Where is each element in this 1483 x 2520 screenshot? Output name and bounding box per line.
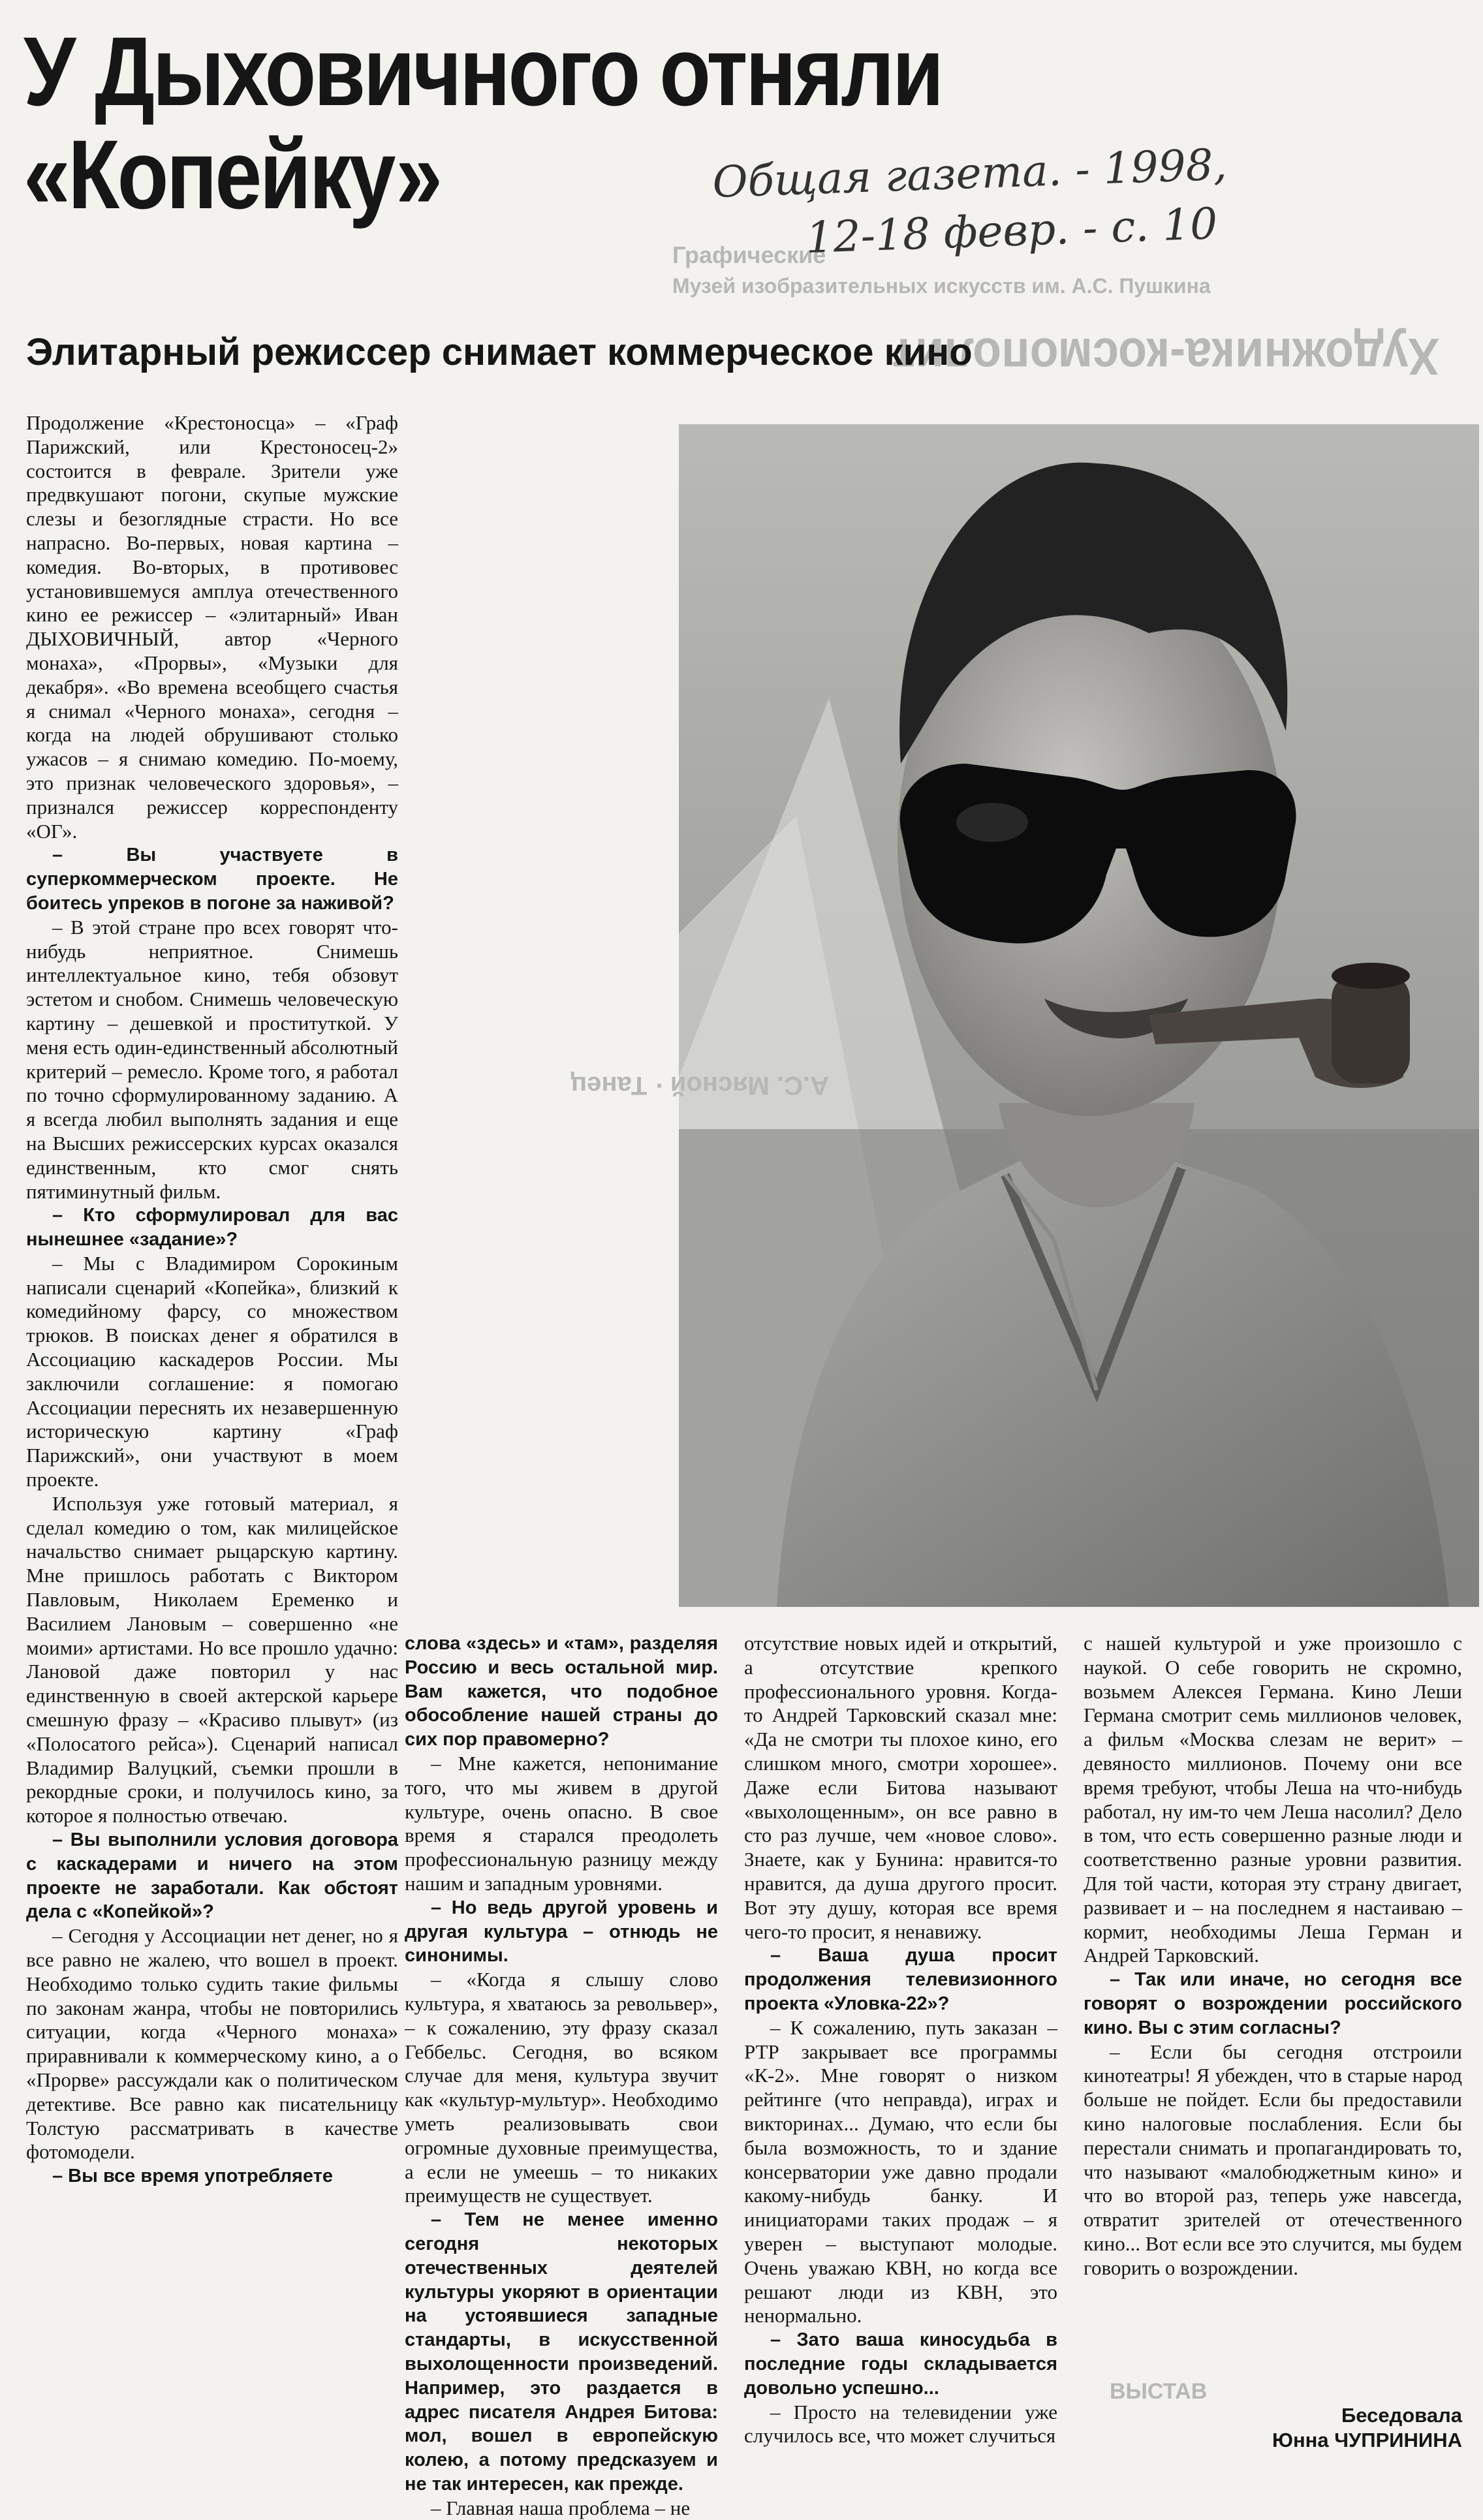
col1-question: – Вы участвуете в суперкоммерческом проекте. Не боитесь упреков в погоне за наживой? xyxy=(26,845,398,914)
headline-line-1: У Дыховичного отняли xyxy=(23,16,942,126)
headline xyxy=(23,16,942,229)
col2-para: – «Когда я слышу слово культура, я хватаюсь за револьвер», – к сожалению, эту фразу сказал Геббельс. Сегодня, во всяком случае для меня, культура звучит как «культур-мультур». Необходимо уметь реализовывать свои огромные духовные преимущества, а если не умеешь – то никаких преимуществ не существует. xyxy=(405,1968,718,2207)
headline-line-2: «Копейку» xyxy=(23,119,441,229)
byline xyxy=(1227,2403,1462,2453)
bleed-mid-fragment: А.С. Мясной · Танец xyxy=(570,1071,829,1100)
portrait-illustration xyxy=(679,424,1479,1607)
col1-para: – Мы с Владимиром Сорокиным написали сценарий «Копейка», близкий к комедийному фарсу, со множеством трюков. В поисках денег я обратился в Ассоциацию каскадеров России. Мы заключили соглашение: я помогаю Ассоциации переснять их незавершенную историческую картину «Граф Парижский», они участвуют в моем проекте. xyxy=(26,1251,398,1491)
col1-para: Продолжение «Крестоносца» – «Граф Парижский, или Крестоносец-2» состоится в феврале. Зрители уже предвкушают погони, скупые мужские слезы и безоглядные страсти. Но все напрасно. Во-первых, новая картина – комедия. Во-вторых, в противовес установившемуся амплуа отечественного кино ее режиссер – «элитарный» Иван ДЫХОВИЧНЫЙ, автор «Черного монаха», «Прорвы», «Музыки для декабря». «Во времена всеобщего счастья я снимал «Черного монаха», сегодня – когда на людей обрушивают столько ужасов – я снимаю комедию. По-моему, это признак человеческого здоровья», – признался режиссер корреспонденту «ОГ». xyxy=(26,411,398,843)
col1-question: – Вы все время употребляете xyxy=(52,2166,334,2187)
subheadline: Элитарный режиссер снимает коммерческое кино xyxy=(26,331,973,373)
bleed-bottom-fragment: ВЫСТАВ xyxy=(1110,2379,1208,2404)
bleed-fragment-1: Графические xyxy=(672,241,826,268)
bleed-fragment-2: Музей изобразительных искусств им. А.С. Пушкина xyxy=(672,274,1211,298)
col1-question: – Вы выполнили условия договора с каскадерами и ничего на этом проекте не заработали. Как обстоят дела с «Копейкой»? xyxy=(26,1829,398,1923)
col4-para: – Если бы сегодня отстроили кинотеатры! Я убежден, что в старые народ больше не пойдет. Если бы предоставили кино налоговые послабления. Если бы перестали снимать и пропагандировать то, что называют «малобюджетным кино» и что во второй раз, теперь уже навсегда, отвратит зрителей от отечественного кино... Вот если все это случится, мы будем говорить о возрождении. xyxy=(1084,2040,1462,2279)
col2-question: – Но ведь другой уровень и другая культура – отнюдь не синонимы. xyxy=(405,1897,718,1967)
col3-para: отсутствие новых идей и открытий, а отсутствие крепкого профессионального уровня. Когда-то Андрей Тарковский сказал мне: «Да не смотри ты плохое кино, его слишком много, смотри хорошее». Даже если Битова называют «выхолощенным», он все равно в сто раз лучше, чем «новое слово». Знаете, как у Бунина: нравится-то нравится, да душа другого просит. Вот эту душу, которая все время чего-то просит, я ненавижу. xyxy=(744,1632,1057,1943)
col1-question: – Кто сформулировал для вас нынешнее «задание»? xyxy=(26,1205,398,1251)
col2-question: – Тем не менее именно сегодня некоторых отечественных деятелей культуры укоряют в ориентации на устоявшиеся западные стандарты, в искусственной выхолощенности произведений. Например, это раздается в адрес писателя Андрея Битова: мол, вошел в европейскую колею, а потому предсказуем и не так интересен, как прежде. xyxy=(405,2209,718,2495)
portrait-photo xyxy=(679,424,1479,1607)
handwritten-note-line-2: 12-18 февр. - с. 10 xyxy=(805,198,1219,264)
col2-para: – Мне кажется, непонимание того, что мы живем в другой культуре, очень опасно. В свое время я старался преодолеть профессиональную разницу между нашим и западным уровнями. xyxy=(405,1751,718,1895)
article-column-1 xyxy=(26,411,398,2408)
col3-para: – К сожалению, путь заказан – РТР закрывает все программы «К-2». Мне говорят о низком рейтинге (что неправда), играх и викторинах... Думаю, что если бы была возможность, то и здание консерватории уже давно продали какому-нибудь банку. И инициаторами таких продаж – я уверен – выступают молодые. Очень уважаю КВН, но когда все решают люди из КВН, это ненормально. xyxy=(744,2015,1057,2327)
col2-question: слова «здесь» и «там», разделяя Россию и весь остальной мир. Вам кажется, что подобное обособление нашей страны до сих пор правомерно? xyxy=(405,1633,718,1750)
byline-author: Юнна ЧУПРИНИНА xyxy=(1272,2429,1462,2451)
col1-para: – Сегодня у Ассоциации нет денег, но я все равно не жалею, что вошел в проект. Необходимо только судить такие фильмы по законам жанра, чтобы не повторились ситуации, когда «Черного монаха» приравнивали к коммерческому кино, а о «Прорве» рассуждали как о политическом детективе. Все равно как писательницу Толстую рассматривать в качестве фотомодели. xyxy=(26,1924,398,2164)
col1-para: – В этой стране про всех говорят что-нибудь неприятное. Снимешь интеллектуальное кино, тебя обзовут эстетом и снобом. Снимешь человеческую картину – дешевкой и проституткой. У меня есть один-единственный абсолютный критерий – ремесло. Кроме того, я работал по точно сформулированному заданию. А я всегда любил выполнять задания и еще на Высших режиссерских курсах оказался единственным, кто смог снять пятиминутный фильм. xyxy=(26,915,398,1203)
col1-para: Используя уже готовый материал, я сделал комедию о том, как милицейское начальство снимает рыцарскую картину. Мне пришлось работать с Виктором Павловым, Николаем Еременко и Василием Лановым – совершенно «не моими» артистами. Но все прошло удачно: Лановой даже повторил у нас единственную в своей актерской карьере смешную фразу – «Красиво плывут» (из «Полосатого рейса»). Сценарий написал Владимир Валуцкий, съемки прошли в рекордные сроки, и получилось кино, за которое я полностью отвечаю. xyxy=(26,1491,398,1828)
col3-question: – Ваша душа просит продолжения телевизионного проекта «Уловка-22»? xyxy=(744,1945,1057,2014)
article-column-4 xyxy=(1084,1632,1462,2395)
col2-para: – Главная наша проблема – не xyxy=(431,2496,691,2519)
handwritten-note xyxy=(711,133,1303,271)
col3-para: – Просто на телевидении уже случилось все, что может случиться xyxy=(744,2400,1057,2448)
article-column-3 xyxy=(744,1632,1057,2448)
byline-line-1: Беседовала xyxy=(1341,2404,1462,2427)
handwritten-note-line-1: Общая газета. - 1998, xyxy=(711,139,1228,208)
col3-question: – Зато ваша киносудьба в последние годы складывается довольно успешно... xyxy=(744,2329,1057,2399)
col4-para: с нашей культурой и уже произошло с наукой. О себе говорить не скромно, возьмем Алексея Германа. Кино Леши Германа смотрит семь миллионов человек, а фильм «Москва слезам не верит» – девяносто миллионов. Почему они все время требуют, чтобы Леша на что-нибудь работал, ну им-то чем Леша насолил? Дело в том, что есть совершенно разные люди и соответственно разные уровни развития. Для той части, которая эту страну двигает, развивает и – на последнем я настаиваю – кормит, необходимы Леша Герман и Андрей Тарковский. xyxy=(1084,1632,1462,1967)
bleed-right-heading: Художника-космополит xyxy=(892,328,1439,386)
article-column-2 xyxy=(405,1632,718,2519)
col4-question: – Так или иначе, но сегодня все говорят о возрождении российского кино. Вы с этим согласны? xyxy=(1084,1969,1462,2038)
